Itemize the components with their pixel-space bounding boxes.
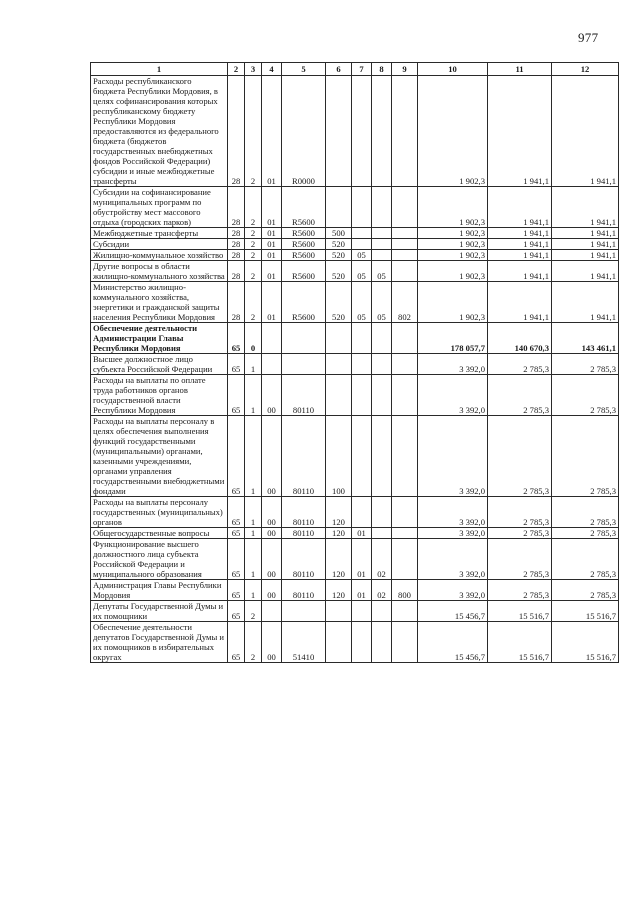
table-cell [392, 601, 418, 622]
row-name-cell: Другие вопросы в области жилищно-коммунального хозяйства [91, 261, 228, 282]
table-cell: 1 902,3 [418, 250, 488, 261]
table-cell: 65 [228, 580, 245, 601]
table-cell: 28 [228, 187, 245, 228]
table-cell: 01 [352, 539, 372, 580]
table-cell [352, 375, 372, 416]
table-row [91, 528, 619, 539]
table-row [91, 622, 619, 663]
table-cell: 15 516,7 [552, 622, 619, 663]
table-cell [372, 497, 392, 528]
table-cell: 3 392,0 [418, 528, 488, 539]
table-cell: 1 [245, 416, 262, 497]
table-cell: 02 [372, 539, 392, 580]
table-cell: 65 [228, 323, 245, 354]
table-cell: R5600 [282, 239, 326, 250]
table-cell: 3 392,0 [418, 354, 488, 375]
table-cell: 00 [262, 528, 282, 539]
table-cell: 65 [228, 539, 245, 580]
table-cell: 1 902,3 [418, 239, 488, 250]
table-cell: 120 [326, 497, 352, 528]
row-name-cell: Обеспечение деятельности Администрации Главы Республики Мордовия [91, 323, 228, 354]
table-cell: 1 [245, 354, 262, 375]
table-cell: 520 [326, 282, 352, 323]
table-cell: 500 [326, 228, 352, 239]
budget-table [90, 62, 619, 663]
table-cell [282, 601, 326, 622]
table-cell [392, 497, 418, 528]
table-cell: 05 [372, 261, 392, 282]
row-name-cell: Расходы на выплаты персоналу в целях обеспечения выполнения функций государственными (муниципальными) органами, казенными учреждениями, органами управления государственными внебюджетными фондами [91, 416, 228, 497]
table-cell: 15 516,7 [488, 622, 552, 663]
table-cell: 2 785,3 [552, 539, 619, 580]
table-cell: 1 941,1 [552, 228, 619, 239]
table-cell: 1 941,1 [552, 250, 619, 261]
table-cell: 120 [326, 539, 352, 580]
row-name-cell: Высшее должностное лицо субъекта Российской Федерации [91, 354, 228, 375]
table-cell: 520 [326, 261, 352, 282]
table-cell: 2 785,3 [552, 580, 619, 601]
table-cell: 1 941,1 [552, 261, 619, 282]
table-cell [372, 250, 392, 261]
table-cell: 65 [228, 622, 245, 663]
table-row [91, 539, 619, 580]
table-cell [326, 375, 352, 416]
row-name-cell: Субсидии [91, 239, 228, 250]
table-cell [262, 354, 282, 375]
row-name-cell: Обеспечение деятельности депутатов Государственной Думы и их помощников в избирательных округах [91, 622, 228, 663]
table-cell [392, 261, 418, 282]
row-name-cell: Функционирование высшего должностного лица субъекта Российской Федерации и муниципального образования [91, 539, 228, 580]
table-cell [392, 228, 418, 239]
table-cell [372, 528, 392, 539]
table-cell: 00 [262, 375, 282, 416]
table-cell: 1 941,1 [552, 282, 619, 323]
col-header: 10 [418, 63, 488, 76]
table-cell: 01 [352, 580, 372, 601]
table-cell: 2 [245, 261, 262, 282]
table-cell [352, 354, 372, 375]
row-name-cell: Межбюджетные трансферты [91, 228, 228, 239]
table-cell [326, 76, 352, 187]
table-cell: 01 [262, 261, 282, 282]
table-cell: 80110 [282, 416, 326, 497]
table-cell: 00 [262, 622, 282, 663]
col-header: 3 [245, 63, 262, 76]
table-cell: 65 [228, 375, 245, 416]
table-cell: 28 [228, 76, 245, 187]
table-cell [262, 601, 282, 622]
table-cell [392, 416, 418, 497]
table-cell: 1 941,1 [488, 282, 552, 323]
row-name-cell: Расходы на выплаты по оплате труда работников органов государственной власти Республики Мордовия [91, 375, 228, 416]
table-cell: 2 [245, 228, 262, 239]
table-cell: 2 785,3 [488, 416, 552, 497]
table-cell: 28 [228, 261, 245, 282]
table-cell: 802 [392, 282, 418, 323]
table-cell: 28 [228, 282, 245, 323]
table-cell: 80110 [282, 528, 326, 539]
table-cell: 1 902,3 [418, 261, 488, 282]
col-header: 8 [372, 63, 392, 76]
table-cell: 65 [228, 416, 245, 497]
col-header: 7 [352, 63, 372, 76]
row-name-cell: Субсидии на софинансирование муниципальных программ по обустройству мест массового отдыха (городских парков) [91, 187, 228, 228]
table-cell: 1 941,1 [488, 187, 552, 228]
row-name-cell: Депутаты Государственной Думы и их помощники [91, 601, 228, 622]
row-name-cell: Администрация Главы Республики Мордовия [91, 580, 228, 601]
table-cell: 00 [262, 497, 282, 528]
table-row [91, 228, 619, 239]
table-row [91, 497, 619, 528]
col-header: 1 [91, 63, 228, 76]
table-row [91, 261, 619, 282]
row-name-cell: Расходы на выплаты персоналу государственных (муниципальных) органов [91, 497, 228, 528]
table-cell [352, 187, 372, 228]
table-cell: 05 [352, 250, 372, 261]
table-cell [282, 354, 326, 375]
row-name-cell: Жилищно-коммунальное хозяйство [91, 250, 228, 261]
table-cell: R5600 [282, 261, 326, 282]
table-cell: 01 [262, 76, 282, 187]
table-cell [392, 528, 418, 539]
table-cell: 120 [326, 580, 352, 601]
table-cell: 51410 [282, 622, 326, 663]
table-cell: 65 [228, 601, 245, 622]
table-cell: R5600 [282, 282, 326, 323]
table-cell: 1 941,1 [488, 228, 552, 239]
table-cell: 2 [245, 187, 262, 228]
table-cell: 28 [228, 239, 245, 250]
table-cell [352, 622, 372, 663]
table-cell: 1 941,1 [488, 250, 552, 261]
table-cell: 2 [245, 282, 262, 323]
table-cell [352, 497, 372, 528]
table-row [91, 323, 619, 354]
table-cell: 28 [228, 250, 245, 261]
table-cell: 1 941,1 [488, 76, 552, 187]
table-cell [352, 239, 372, 250]
table-cell: 15 516,7 [488, 601, 552, 622]
table-cell: 0 [245, 323, 262, 354]
table-cell: 1 902,3 [418, 282, 488, 323]
table-row [91, 282, 619, 323]
table-cell: 2 [245, 76, 262, 187]
table-cell: 05 [352, 282, 372, 323]
table-cell [372, 228, 392, 239]
table-cell: R5600 [282, 187, 326, 228]
table-cell: 3 392,0 [418, 416, 488, 497]
table-cell: 1 941,1 [552, 76, 619, 187]
table-cell: 3 392,0 [418, 497, 488, 528]
table-cell [392, 354, 418, 375]
table-cell: 1 [245, 497, 262, 528]
table-cell: 15 516,7 [552, 601, 619, 622]
table-cell: 1 902,3 [418, 187, 488, 228]
table-cell: 2 785,3 [552, 375, 619, 416]
table-cell: 2 785,3 [488, 375, 552, 416]
table-cell: 15 456,7 [418, 601, 488, 622]
table-cell [372, 375, 392, 416]
table-cell: 520 [326, 239, 352, 250]
table-cell: 140 670,3 [488, 323, 552, 354]
table-cell [352, 601, 372, 622]
table-cell: 00 [262, 539, 282, 580]
table-cell: 1 [245, 539, 262, 580]
table-cell [326, 601, 352, 622]
table-cell: 2 [245, 250, 262, 261]
table-cell: 2 785,3 [488, 354, 552, 375]
table-cell: 00 [262, 416, 282, 497]
table-row [91, 354, 619, 375]
table-cell: 1 [245, 580, 262, 601]
table-cell: 3 392,0 [418, 375, 488, 416]
table-cell [372, 622, 392, 663]
col-header: 11 [488, 63, 552, 76]
table-cell: 1 941,1 [552, 239, 619, 250]
table-row [91, 601, 619, 622]
table-cell [326, 187, 352, 228]
table-row [91, 76, 619, 187]
table-cell: 2 [245, 239, 262, 250]
table-cell: 02 [372, 580, 392, 601]
table-cell: 65 [228, 354, 245, 375]
table-cell [372, 601, 392, 622]
table-cell: 28 [228, 228, 245, 239]
table-cell: 01 [262, 250, 282, 261]
table-cell: 178 057,7 [418, 323, 488, 354]
table-cell: 2 785,3 [552, 528, 619, 539]
table-cell [326, 622, 352, 663]
table-cell: 1 902,3 [418, 76, 488, 187]
table-cell [372, 323, 392, 354]
table-cell: 1 902,3 [418, 228, 488, 239]
table-cell: 2 785,3 [552, 497, 619, 528]
table-cell: 2 785,3 [488, 539, 552, 580]
col-header: 12 [552, 63, 619, 76]
table-cell: 80110 [282, 497, 326, 528]
table-cell: 01 [262, 228, 282, 239]
table-cell [352, 228, 372, 239]
table-cell: 01 [352, 528, 372, 539]
header-row [91, 63, 619, 76]
table-cell: 520 [326, 250, 352, 261]
table-cell: 01 [262, 282, 282, 323]
table-cell: 05 [352, 261, 372, 282]
table-cell: R5600 [282, 250, 326, 261]
col-header: 4 [262, 63, 282, 76]
table-cell [392, 250, 418, 261]
table-cell: 800 [392, 580, 418, 601]
col-header: 9 [392, 63, 418, 76]
table-cell [326, 354, 352, 375]
table-cell: 80110 [282, 375, 326, 416]
table-cell: 2 785,3 [488, 580, 552, 601]
table-cell: 1 [245, 375, 262, 416]
table-cell: 3 392,0 [418, 539, 488, 580]
table-cell [372, 76, 392, 187]
table-row [91, 187, 619, 228]
table-cell: 01 [262, 187, 282, 228]
table-row [91, 416, 619, 497]
table-cell [392, 187, 418, 228]
table-cell: 3 392,0 [418, 580, 488, 601]
table-cell: 143 461,1 [552, 323, 619, 354]
col-header: 6 [326, 63, 352, 76]
table-cell: R0000 [282, 76, 326, 187]
col-header: 5 [282, 63, 326, 76]
table-cell: 2 785,3 [488, 497, 552, 528]
table-cell: 1 941,1 [488, 261, 552, 282]
table-cell: 2 785,3 [552, 416, 619, 497]
table-cell [282, 323, 326, 354]
table-cell [392, 375, 418, 416]
table-cell [352, 416, 372, 497]
table-row [91, 375, 619, 416]
table-cell [352, 76, 372, 187]
table-cell [372, 354, 392, 375]
table-cell: 65 [228, 528, 245, 539]
table-cell [392, 239, 418, 250]
table-cell [372, 187, 392, 228]
table-cell: 1 941,1 [488, 239, 552, 250]
table-cell [352, 323, 372, 354]
table-cell: 05 [372, 282, 392, 323]
table-cell: 65 [228, 497, 245, 528]
table-cell [326, 323, 352, 354]
table-cell [392, 76, 418, 187]
table-cell: 80110 [282, 580, 326, 601]
table-cell: 2 785,3 [552, 354, 619, 375]
table-cell [262, 323, 282, 354]
table-cell: 2 785,3 [488, 528, 552, 539]
table-cell: 100 [326, 416, 352, 497]
table-cell: 01 [262, 239, 282, 250]
page-number: 977 [578, 30, 599, 45]
table-cell [372, 416, 392, 497]
table-cell [372, 239, 392, 250]
table-cell: 1 [245, 528, 262, 539]
table-row [91, 250, 619, 261]
table-cell: 1 941,1 [552, 187, 619, 228]
table-row [91, 580, 619, 601]
table-cell: 00 [262, 580, 282, 601]
table-cell [392, 323, 418, 354]
table-cell: R5600 [282, 228, 326, 239]
row-name-cell: Министерство жилищно-коммунального хозяйства, энергетики и гражданской защиты населения Республики Мордовия [91, 282, 228, 323]
table-cell: 120 [326, 528, 352, 539]
table-cell: 2 [245, 601, 262, 622]
table-cell: 2 [245, 622, 262, 663]
table-cell: 80110 [282, 539, 326, 580]
table-row [91, 239, 619, 250]
table-cell [392, 622, 418, 663]
table-cell [392, 539, 418, 580]
table-cell: 15 456,7 [418, 622, 488, 663]
row-name-cell: Расходы республиканского бюджета Республики Мордовия, в целях софинансирования которых республиканскому бюджету Республики Мордовия предоставляются из федерального бюджета (бюджетов государственных внебюджетных фондов Российской Федерации) субсидии и иные межбюджетные трансферты [91, 76, 228, 187]
row-name-cell: Общегосударственные вопросы [91, 528, 228, 539]
col-header: 2 [228, 63, 245, 76]
